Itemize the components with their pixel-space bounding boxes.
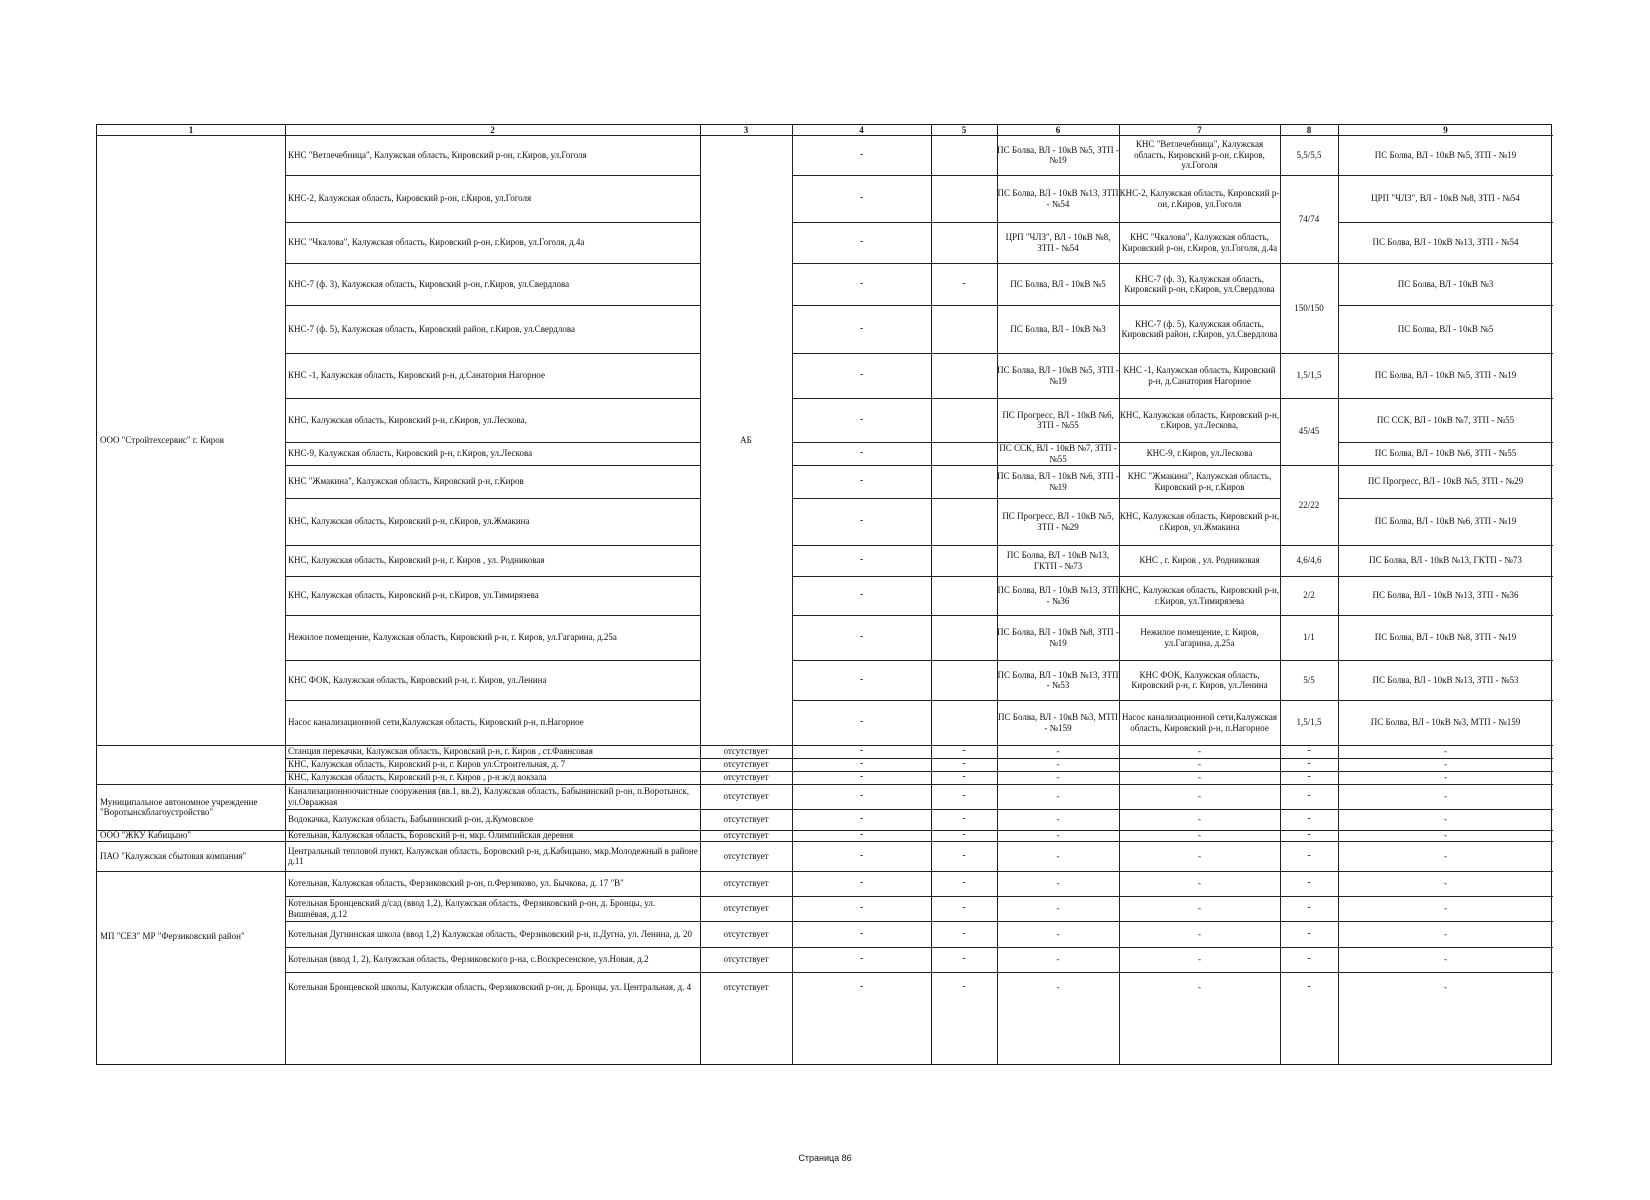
object-description: Котельная, Калужская область, Боровский р-н, мкр. Олимпийская деревня — [288, 830, 574, 841]
supply-source: ПС Болва, ВЛ - 10кВ №8, ЗТП - №19 — [997, 627, 1119, 648]
capacity-value: 1/1 — [1303, 632, 1315, 643]
connection-point: КНС "Чкалова", Калужская область, Кировский р-он, г.Киров, ул.Гоголя, д.4а — [1121, 232, 1278, 253]
capacity-cell: - — [1307, 927, 1311, 939]
object-description: КНС-7 (ф. 5), Калужская область, Кировский район, г.Киров, ул.Свердлова — [288, 323, 575, 334]
supply-source: ПС Прогресс, ВЛ - 10кВ №5, ЗТП - №29 — [1002, 511, 1114, 532]
capacity-cell: - — [1307, 849, 1311, 861]
cell-col4: - — [859, 277, 864, 289]
cell-col5: - — [962, 877, 966, 889]
cell-col4: - — [859, 902, 864, 914]
connection-point: - — [1198, 791, 1201, 802]
cell-col5: - — [962, 745, 966, 757]
connection-point: КНС "Ветлечебница", Калужская область, Кировский р-он, г.Киров, ул.Гоголя — [1134, 139, 1265, 171]
capacity-value: 5/5 — [1303, 674, 1315, 685]
capacity-value: 22/22 — [1298, 499, 1320, 510]
object-description: КНС -1, Калужская область, Кировский р-н, д.Санатория Нагорное — [288, 370, 546, 381]
capacity-value: 1,5/1,5 — [1296, 370, 1322, 381]
object-description: Насос канализационной сети,Калужская область, Кировский р-н, п.Нагорное — [288, 717, 584, 728]
reserve-source: - — [1444, 878, 1447, 889]
connection-point: КНС "Жмакина", Калужская область, Кировский р-н, г.Киров — [1127, 471, 1272, 492]
capacity-cell: - — [1307, 745, 1311, 757]
connection-point: КНС, Калужская область, Кировский р-н, г.Киров, ул.Тимирязева — [1119, 585, 1280, 606]
capacity-cell: - — [1307, 902, 1311, 914]
reserve-source: - — [1444, 814, 1447, 825]
connection-point: - — [1198, 814, 1201, 825]
supply-source: - — [1056, 928, 1060, 939]
organization-name: ООО "ЖКУ Кабицыно" — [100, 830, 192, 841]
reserve-source: ПС Болва, ВЛ - 10кВ №5 — [1397, 323, 1494, 334]
object-description: Канализационноочистные сооружения (вв.1, вв.2), Калужская область, Бабынинский р-он, п.Воротынск, ул.Овражная — [288, 786, 689, 807]
connection-point: - — [1198, 878, 1201, 889]
connection-point: Насос канализационной сети,Калужская область, Кировский р-н, п.Нагорное — [1121, 712, 1278, 733]
cell-col5 — [931, 442, 997, 465]
supply-source: - — [1056, 954, 1060, 965]
connection-point: - — [1198, 928, 1201, 939]
object-description: КНС "Чкалова", Калужская область, Кировский р-он, г.Киров, ул.Гоголя, д.4а — [288, 237, 585, 248]
reserve-source: - — [1444, 772, 1447, 783]
cell-col5 — [931, 398, 997, 442]
capacity-cell: - — [1307, 953, 1311, 965]
capacity-cell: - — [1307, 758, 1311, 770]
connection-point: Нежилое помещение, г. Киров, ул.Гагарина, д.25а — [1140, 627, 1259, 648]
cell-col5: - — [962, 758, 966, 770]
power-category-cell: отсутствует — [723, 878, 769, 889]
reserve-source: - — [1444, 903, 1447, 914]
connection-point: КНС ФОК, Калужская область, Кировский р-н, г. Киров, ул.Ленина — [1131, 669, 1268, 690]
cell-col4: - — [859, 790, 864, 802]
capacity-cell: - — [1307, 830, 1311, 841]
supply-source: ПС Болва, ВЛ - 10кВ №13, ЗТП - №53 — [997, 669, 1119, 690]
supply-source: - — [1056, 830, 1060, 841]
cell-col4: - — [859, 447, 864, 459]
cell-col5: - — [962, 849, 966, 861]
connection-point: КНС-7 (ф. 5), Калужская область, Кировский район, г.Киров, ул.Свердлова — [1121, 318, 1278, 339]
connection-point: КНС-2, Калужская область, Кировский р-он, г.Киров, ул.Гоголя — [1119, 188, 1280, 209]
object-description: Котельная, Калужская область, Ферзиковский р-он, п.Ферзиково, ул. Бычкова, д. 17 "В" — [288, 878, 624, 889]
cell-col4: - — [859, 236, 864, 248]
cell-col5 — [931, 700, 997, 745]
cell-col4: - — [859, 758, 864, 770]
reserve-source: - — [1444, 746, 1447, 757]
cell-col5 — [931, 222, 997, 263]
object-description: КНС ФОК, Калужская область, Кировский р-н, г. Киров, ул.Ленина — [288, 674, 547, 685]
power-category-cell: отсутствует — [723, 772, 769, 783]
column-header-6: 6 — [1055, 125, 1061, 135]
organization-name: ООО "Стройтехсервис" г. Киров — [100, 434, 225, 445]
cell-col5 — [931, 353, 997, 398]
column-header-2: 2 — [490, 125, 495, 135]
cell-col5 — [931, 660, 997, 700]
object-description: Котельная (ввод 1, 2), Калужская область, Ферзиковского р-на, с.Воскресенское, ул.Новая, д.2 — [288, 954, 649, 965]
supply-source: - — [1056, 814, 1060, 825]
supply-source: ПС Болва, ВЛ - 10кВ №5, ЗТП - №19 — [997, 144, 1119, 165]
connection-point: КНС-7 (ф. 3), Калужская область, Кировский р-он, г.Киров, ул.Свердлова — [1124, 273, 1275, 294]
supply-source: - — [1056, 850, 1060, 861]
cell-col5 — [931, 175, 997, 222]
supply-source: - — [1056, 772, 1060, 783]
cell-col4: - — [859, 192, 864, 204]
object-description: Котельная Бронцевский д/сад (ввод 1,2), Калужская область, Ферзиковский р-он, д. Бронцы, ул. Вишнёвая, д.12 — [288, 898, 656, 919]
capacity-cell: - — [1307, 790, 1311, 802]
supply-source: ПС Болва, ВЛ - 10кВ №3, МТП - №159 — [998, 712, 1118, 733]
cell-col4: - — [859, 927, 864, 939]
capacity-value: 74/74 — [1298, 213, 1320, 224]
supply-source: ПС Болва, ВЛ - 10кВ №13, ЗТП - №36 — [997, 585, 1119, 606]
supply-source: ПС Прогресс, ВЛ - 10кВ №6, ЗТП - №55 — [1002, 409, 1114, 430]
power-category-cell: отсутствует — [723, 746, 769, 757]
column-header-3: 3 — [743, 125, 749, 135]
supply-source: - — [1056, 903, 1060, 914]
capacity-value: 2/2 — [1303, 590, 1315, 601]
object-description: КНС-7 (ф. 3), Калужская область, Кировский р-он, г.Киров, ул.Свердлова — [288, 278, 570, 289]
reserve-source: - — [1444, 981, 1447, 992]
capacity-cell: - — [1307, 813, 1311, 825]
supply-source: ПС Болва, ВЛ - 10кВ №13, ГКТП - №73 — [1006, 550, 1110, 571]
supply-source: ПС Болва, ВЛ - 10кВ №6, ЗТП - №19 — [997, 471, 1119, 492]
cell-col4: - — [859, 554, 864, 566]
connection-point: - — [1198, 772, 1201, 783]
object-description: Котельная Дугнинская школа (ввод 1,2) Калужская область, Ферзиковский р-н, п.Дугна, ул. Ленина, д. 20 — [288, 928, 693, 939]
reserve-source: ПС Болва, ВЛ - 10кВ №8, ЗТП - №19 — [1374, 632, 1517, 643]
supply-source: ПС ССК, ВЛ - 10кВ №7, ЗТП - №55 — [999, 443, 1117, 464]
reserve-source: - — [1444, 928, 1447, 939]
cell-col5 — [931, 576, 997, 615]
connection-point: - — [1198, 954, 1201, 965]
power-category-cell: отсутствует — [723, 981, 769, 992]
connection-point: КНС, Калужская область, Кировский р-н, г.Киров, ул.Жмакина — [1119, 511, 1280, 532]
cell-col5: - — [962, 980, 966, 992]
supply-source: ПС Болва, ВЛ - 10кВ №5, ЗТП - №19 — [997, 365, 1119, 386]
page-number: Страница 86 — [798, 1153, 852, 1163]
supply-source: - — [1056, 746, 1060, 757]
reserve-source: - — [1444, 954, 1447, 965]
reserve-source: - — [1444, 830, 1447, 841]
reserve-source: ПС Болва, ВЛ - 10кВ №13, ЗТП - №36 — [1372, 590, 1519, 601]
cell-col4: - — [859, 515, 864, 527]
cell-col5 — [931, 545, 997, 576]
organization-name: ПАО "Калужская сбытовая компания" — [100, 850, 247, 861]
object-description: КНС, Калужская область, Кировский р-н, г.Киров, ул.Лескова, — [288, 414, 527, 425]
object-description: Котельная Бронцевской школы, Калужская область, Ферзиковский р-он, д. Бронцы, ул. Центральная, д. 4 — [288, 981, 692, 992]
connection-point: - — [1198, 850, 1201, 861]
cell-col4: - — [859, 475, 864, 487]
reserve-source: - — [1444, 850, 1447, 861]
reserve-source: ПС Болва, ВЛ - 10кВ №3, МТП - №159 — [1370, 717, 1521, 728]
power-category-cell: отсутствует — [723, 903, 769, 914]
column-header-4: 4 — [859, 125, 864, 135]
column-header-1: 1 — [188, 125, 194, 135]
reserve-source: ПС Болва, ВЛ - 10кВ №6, ЗТП - №19 — [1374, 516, 1517, 527]
reserve-source: ПС Болва, ВЛ - 10кВ №5, ЗТП - №19 — [1374, 370, 1517, 381]
capacity-value: 45/45 — [1298, 426, 1320, 437]
power-category-cell: отсутствует — [723, 814, 769, 825]
object-description: КНС "Ветлечебница", Калужская область, Кировский р-он, г.Киров, ул.Гоголя — [288, 149, 587, 160]
object-description: КНС "Жмакина", Калужская область, Кировский р-н, г.Киров — [288, 476, 524, 487]
reserve-source: - — [1444, 759, 1447, 770]
cell-col5: - — [962, 771, 966, 783]
cell-col5: - — [962, 813, 966, 825]
reserve-source: - — [1444, 791, 1447, 802]
reserve-source: ПС Болва, ВЛ - 10кВ №3 — [1397, 278, 1494, 289]
capacity-cell: - — [1307, 771, 1311, 783]
organization-name: Муниципальное автономное учреждение "Воротынскблагоустройство" — [100, 796, 258, 817]
supply-source: ЦРП "ЧЛЗ", ВЛ - 10кВ №8, ЗТП - №54 — [1005, 232, 1111, 253]
object-description: КНС, Калужская область, Кировский р-н, г.Киров, ул.Жмакина — [288, 516, 530, 527]
cell-col4: - — [859, 322, 864, 334]
capacity-value: 150/150 — [1294, 302, 1324, 313]
cell-col4: - — [859, 813, 864, 825]
capacity-value: 4,6/4,6 — [1296, 555, 1322, 566]
connection-point: - — [1198, 903, 1201, 914]
object-description: КНС, Калужская область, Кировский р-н, г. Киров ул.Строительная, д. 7 — [288, 759, 566, 770]
cell-col5 — [931, 615, 997, 660]
row-divider — [97, 745, 285, 746]
cell-col5: - — [962, 927, 966, 939]
supply-source: - — [1056, 878, 1060, 889]
cell-col5: - — [962, 902, 966, 914]
cell-col4: - — [859, 589, 864, 601]
connection-point: - — [1198, 981, 1201, 992]
capacity-value: 1,5/1,5 — [1296, 717, 1322, 728]
cell-col5 — [931, 135, 997, 175]
supply-source: - — [1056, 981, 1060, 992]
supply-source: - — [1056, 759, 1060, 770]
object-description: Нежилое помещение, Калужская область, Кировский р-н, г. Киров, ул.Гагарина, д.25а — [288, 632, 617, 643]
connection-point: КНС-9, г.Киров, ул.Лескова — [1146, 448, 1253, 459]
connection-point: - — [1198, 830, 1201, 841]
capacity-cell: - — [1307, 877, 1311, 889]
power-category-cell: отсутствует — [723, 791, 769, 802]
cell-col4: - — [859, 716, 864, 728]
supply-source: - — [1056, 791, 1060, 802]
power-category-cell: отсутствует — [723, 850, 769, 861]
object-description: КНС, Калужская область, Кировский р-н, г. Киров , ул. Родниковая — [288, 555, 545, 566]
reserve-source: ПС Болва, ВЛ - 10кВ №13, ЗТП - №54 — [1372, 237, 1519, 248]
connection-point: КНС, Калужская область, Кировский р-н, г.Киров, ул.Лескова, — [1119, 409, 1280, 430]
document-table — [96, 124, 1552, 1065]
object-description: КНС, Калужская область, Кировский р-н, г. Киров , р-н ж/д вокзала — [288, 772, 547, 783]
cell-col5: - — [962, 830, 966, 841]
cell-col4: - — [859, 830, 864, 841]
column-header-9: 9 — [1443, 125, 1448, 135]
cell-col4: - — [859, 413, 864, 425]
reserve-source: ПС Болва, ВЛ - 10кВ №5, ЗТП - №19 — [1374, 149, 1517, 160]
supply-source: ПС Болва, ВЛ - 10кВ №5 — [1010, 278, 1106, 289]
power-category: АБ — [740, 434, 752, 445]
cell-col4: - — [859, 877, 864, 889]
connection-point: КНС -1, Калужская область, Кировский р-н, д.Санатория Нагорное — [1123, 365, 1276, 386]
organization-name: МП "СЕЗ" МР "Ферзиковский район" — [100, 931, 245, 942]
power-category-cell: отсутствует — [723, 928, 769, 939]
object-description: КНС-2, Калужская область, Кировский р-он, г.Киров, ул.Гоголя — [288, 193, 532, 204]
cell-col5 — [931, 465, 997, 498]
cell-col4: - — [859, 673, 864, 685]
reserve-source: ЦРП "ЧЛЗ", ВЛ - 10кВ №8, ЗТП - №54 — [1371, 193, 1520, 204]
connection-point: - — [1198, 759, 1201, 770]
supply-source: ПС Болва, ВЛ - 10кВ №3 — [1010, 323, 1106, 334]
cell-col5: - — [962, 790, 966, 802]
cell-col4: - — [859, 771, 864, 783]
column-header-7: 7 — [1197, 125, 1202, 135]
cell-col5 — [931, 305, 997, 353]
cell-col4: - — [859, 980, 864, 992]
capacity-value: 5,5/5,5 — [1296, 149, 1322, 160]
object-description: Центральный тепловой пункт, Калужская область, Боровский р-н, д.Кабицыно, мкр.Молодежный в районе д.11 — [288, 845, 698, 866]
column-header-5: 5 — [961, 125, 967, 135]
cell-col4: - — [859, 369, 864, 381]
supply-source: ПС Болва, ВЛ - 10кВ №13, ЗТП - №54 — [997, 188, 1119, 209]
cell-col5 — [931, 498, 997, 545]
capacity-cell: - — [1307, 980, 1311, 992]
power-category-cell: отсутствует — [723, 759, 769, 770]
cell-col5: - — [962, 953, 966, 965]
reserve-source: ПС Прогресс, ВЛ - 10кВ №5, ЗТП - №29 — [1367, 476, 1524, 487]
reserve-source: ПС Болва, ВЛ - 10кВ №13, ЗТП - №53 — [1372, 674, 1519, 685]
cell-col4: - — [859, 849, 864, 861]
object-description: КНС-9, Калужская область, Кировский р-н, г.Киров, ул.Лескова — [288, 448, 533, 459]
cell-col4: - — [859, 953, 864, 965]
reserve-source: ПС Болва, ВЛ - 10кВ №13, ГКТП - №73 — [1369, 555, 1522, 566]
column-header-8: 8 — [1306, 125, 1312, 135]
cell-col4: - — [859, 745, 864, 757]
cell-col4: - — [859, 631, 864, 643]
object-description: КНС, Калужская область, Кировский р-н, г.Киров, ул.Тимирязева — [288, 590, 539, 601]
object-description: Водокачка, Калужская область, Бабынинский р-он, д.Кумовское — [288, 814, 534, 825]
cell-col5: - — [962, 277, 966, 289]
connection-point: - — [1198, 746, 1201, 757]
object-description: Станция перекачки, Калужская область, Кировский р-н, г. Киров , ст.Фаянсовая — [288, 746, 593, 757]
power-category-cell: отсутствует — [723, 954, 769, 965]
reserve-source: ПС Болва, ВЛ - 10кВ №6, ЗТП - №55 — [1374, 448, 1517, 459]
cell-col4: - — [859, 148, 864, 160]
reserve-source: ПС ССК, ВЛ - 10кВ №7, ЗТП - №55 — [1376, 414, 1515, 425]
connection-point: КНС , г. Киров , ул. Родниковая — [1139, 555, 1260, 566]
power-category-cell: отсутствует — [723, 830, 769, 841]
